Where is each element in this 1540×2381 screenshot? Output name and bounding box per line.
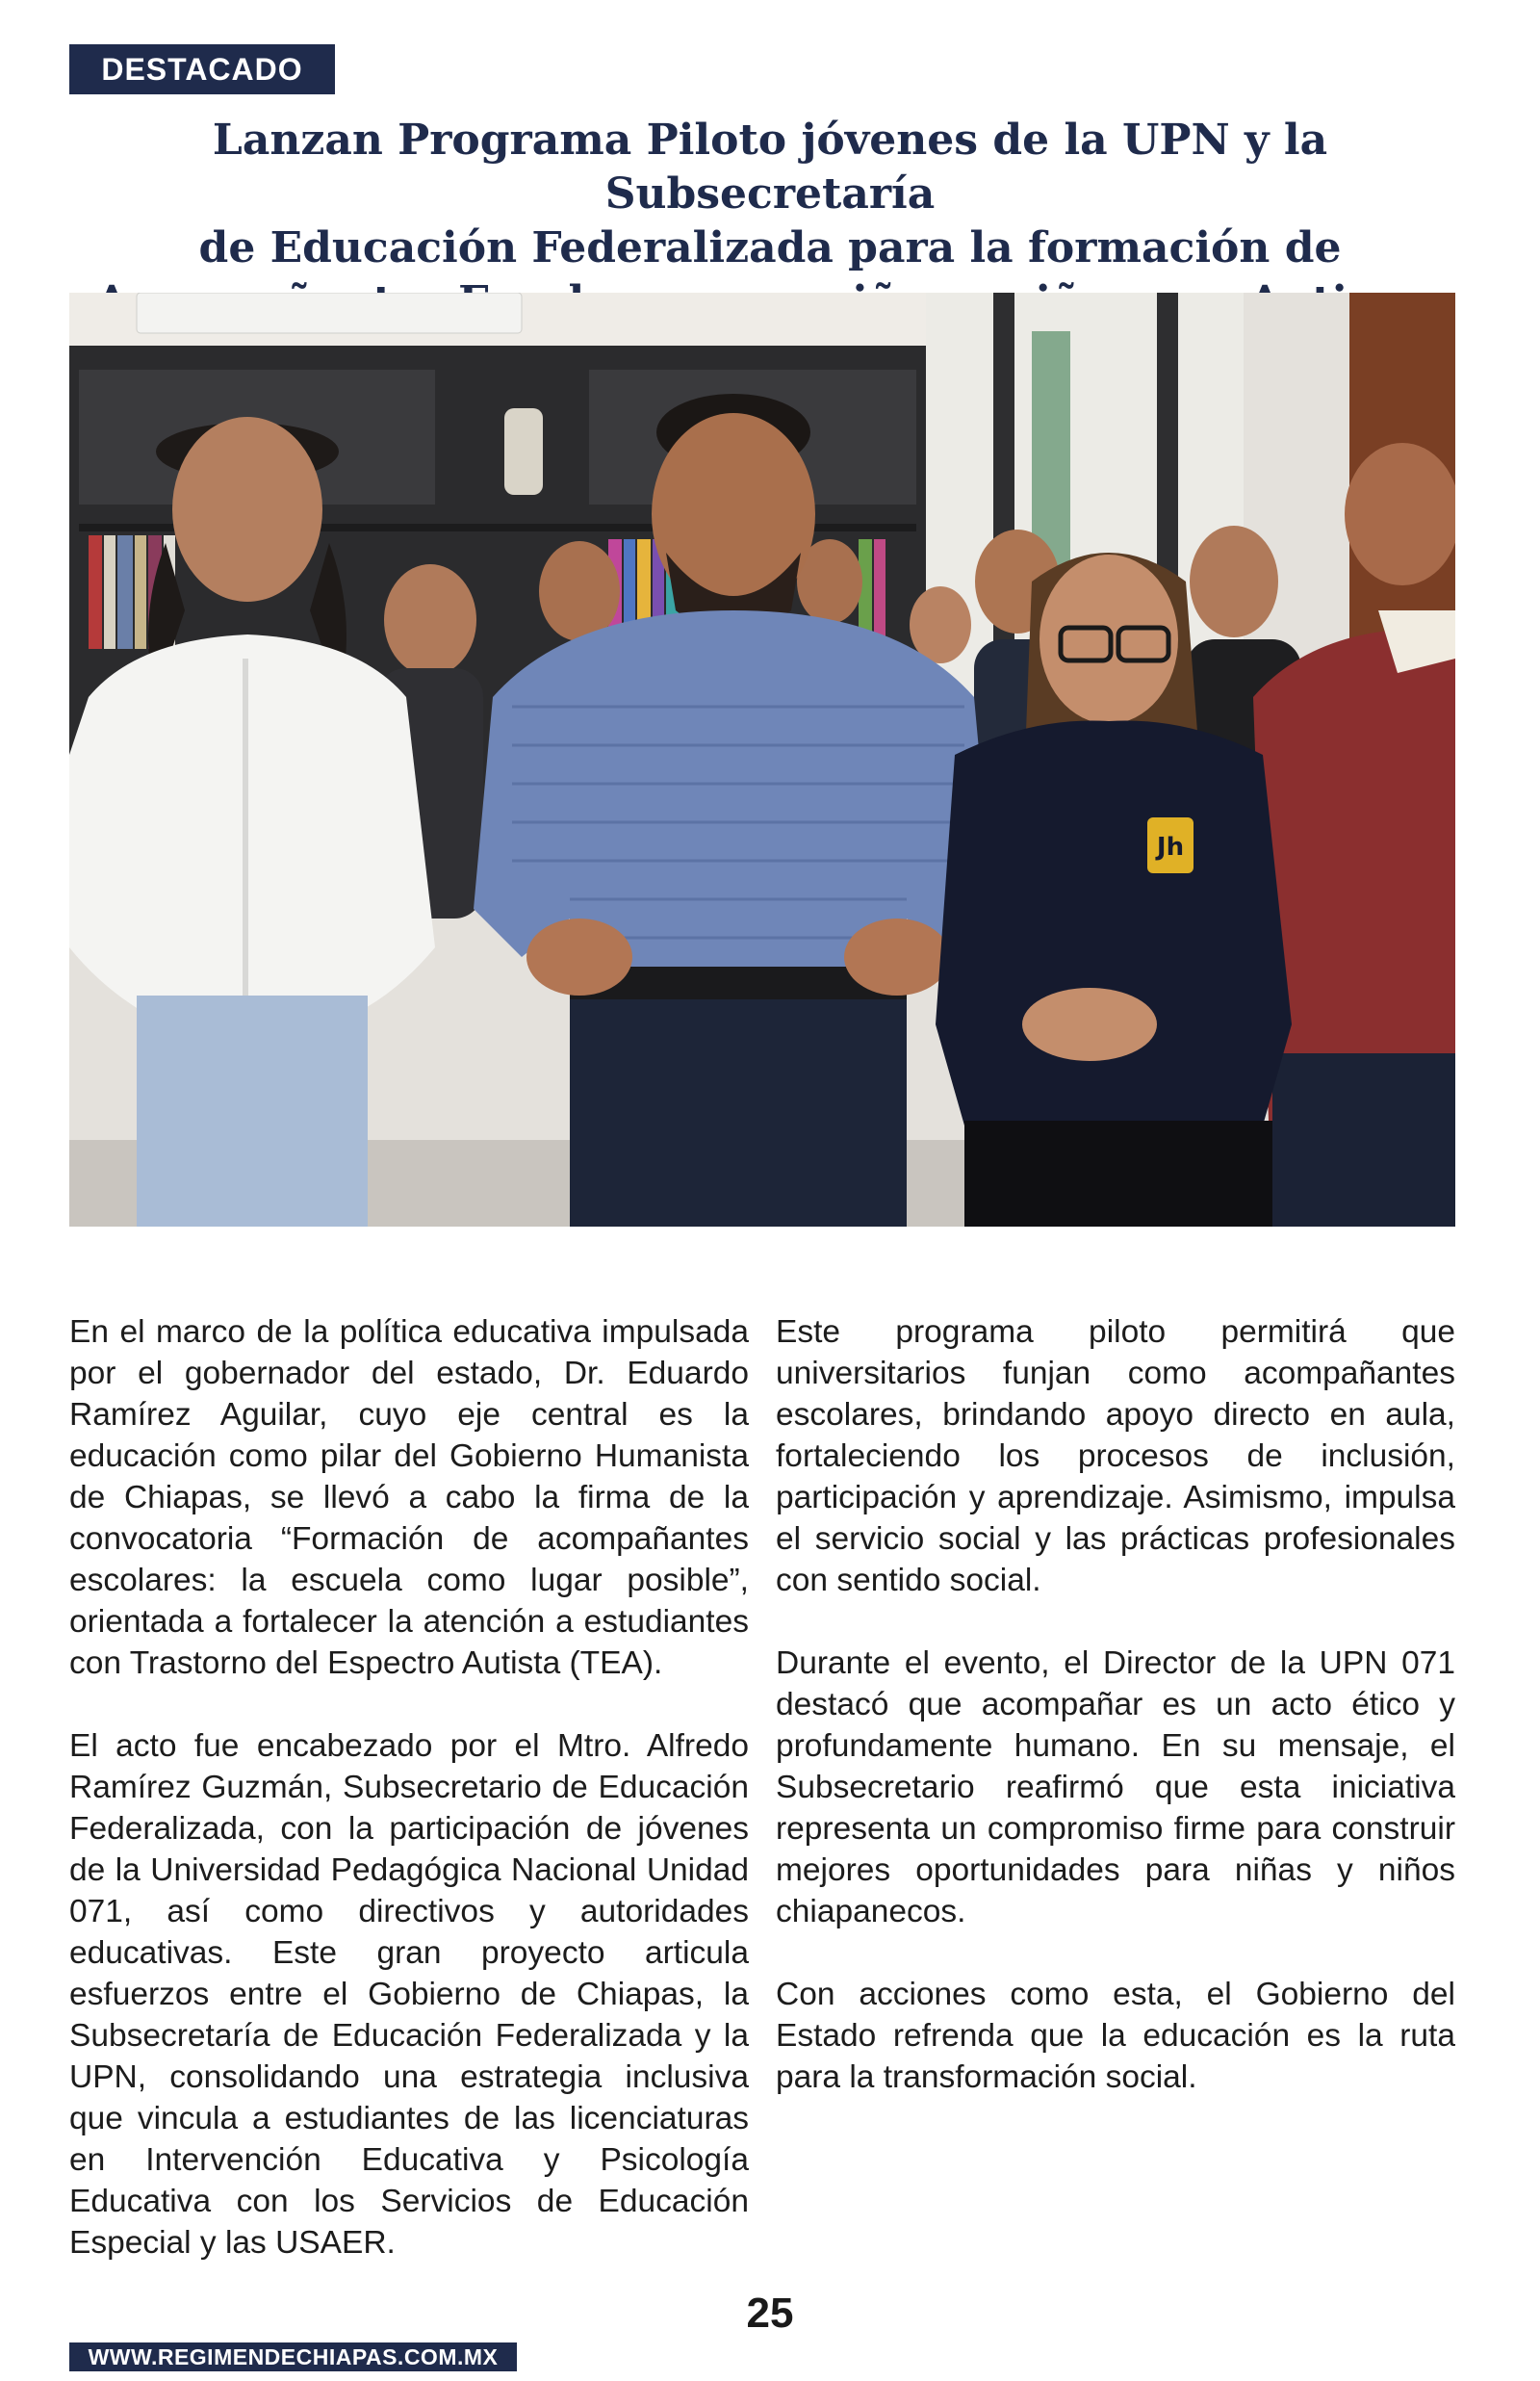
shirt-logo-text: Jh	[1156, 833, 1185, 862]
headline-line-2: de Educación Federalizada para la formación de	[198, 223, 1342, 272]
paragraph-4: Durante el evento, el Director de la UPN 071 destacó que acompañar es un acto ético y profundamente humano. En su mensaje, el Subsecretario reafirmó que esta iniciativa representa un compromiso firme para construir mejores oportunidades para niñas y niños chiapanecos.	[776, 1645, 1455, 1929]
headline-line-1: Lanzan Programa Piloto jóvenes de la UPN y la Subsecretaría	[212, 116, 1328, 219]
website-footer-link[interactable]: WWW.REGIMENDECHIAPAS.COM.MX	[69, 2342, 517, 2371]
paragraph-5: Con acciones como esta, el Gobierno del Estado refrenda que la educación es la ruta para la transformación social.	[776, 1977, 1455, 2095]
article-column-left	[69, 1311, 749, 2305]
article-column-right	[776, 1311, 1455, 2139]
group-photo-illustration	[69, 293, 1455, 1227]
article-photo	[69, 293, 1455, 1227]
paragraph-1: En el marco de la política educativa impulsada por el gobernador del estado, Dr. Eduardo Ramírez Aguilar, cuyo eje central es la educación como pilar del Gobierno Humanista de Chiapas, se llevó a cabo la firma de la convocatoria “Formación de acompañantes escolares: la escuela como lugar posible”, orientada a fortalecer la atención a estudiantes con Trastorno del Espectro Autista (TEA).	[69, 1314, 749, 1681]
page-number: 25	[746, 2290, 794, 2337]
paragraph-2: El acto fue encabezado por el Mtro. Alfredo Ramírez Guzmán, Subsecretario de Educación Federalizada, con la participación de jóvenes de la Universidad Pedagógica Nacional Unidad 071, así como directivos y autoridades educativas. Este gran proyecto articula esfuerzos entre el Gobierno de Chiapas, la Subsecretaría de Educación Federalizada y la UPN, consolidando una estrategia inclusiva que vincula a estudiantes de las licenciaturas en Intervención Educativa y Psicología Educativa con los Servicios de Educación Especial y las USAER.	[69, 1728, 749, 2261]
paragraph-3: Este programa piloto permitirá que universitarios funjan como acompañantes escolares, brindando apoyo directo en aula, fortaleciendo los procesos de inclusión, participación y aprendizaje. Asimismo, impulsa el servicio social y las prácticas profesionales con sentido social.	[776, 1314, 1455, 1598]
section-tag: DESTACADO	[69, 44, 335, 94]
